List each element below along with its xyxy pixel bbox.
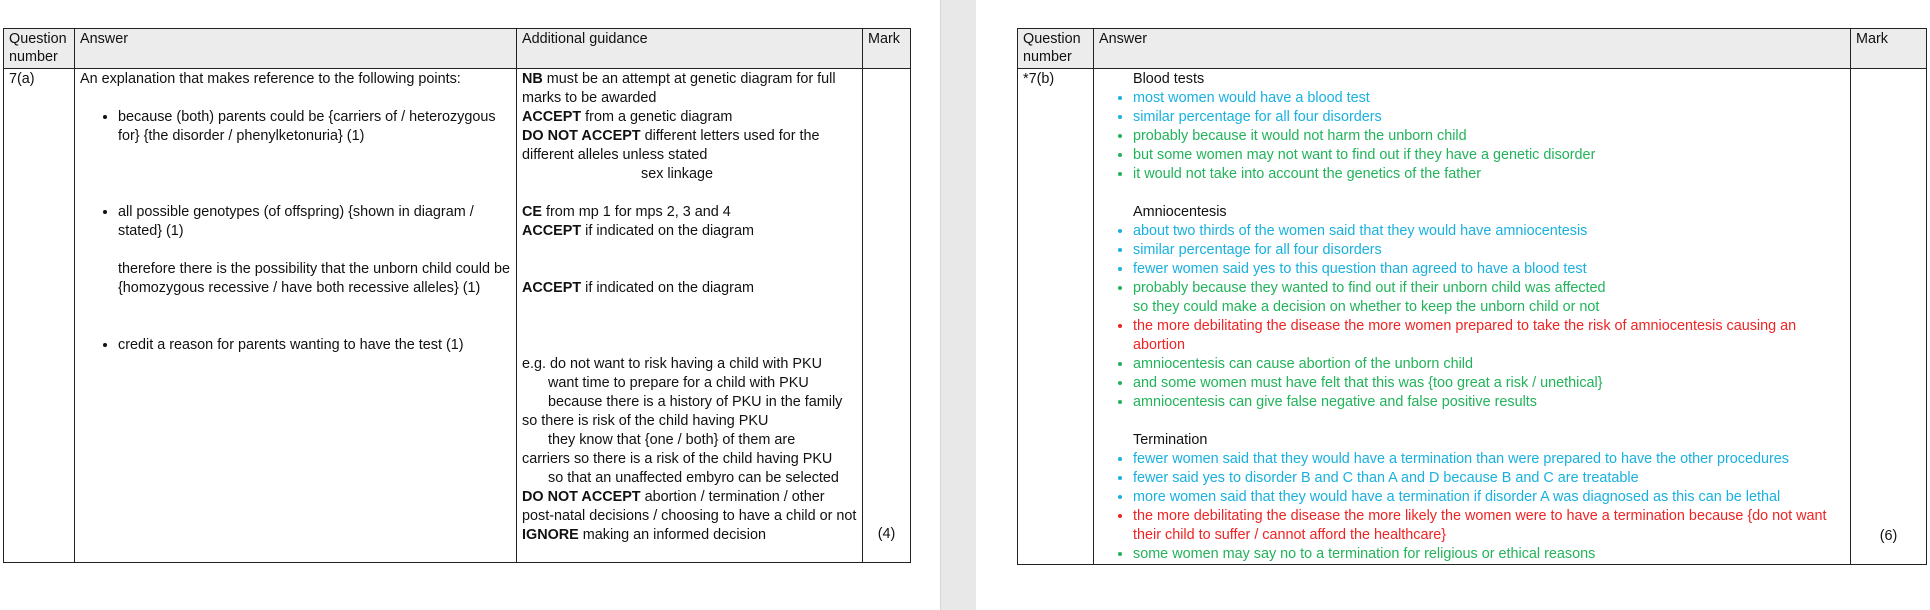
guidance-example: because there is a history of PKU in the family [548, 394, 843, 410]
list-item: • so they could make a decision on whether to keep the unborn child or not [1133, 298, 1845, 317]
do-not-accept-keyword: DO NOT ACCEPT [522, 128, 641, 144]
mark-scheme-table-7a [3, 28, 911, 563]
guidance-ignore [522, 526, 857, 545]
guidance-accept-1 [522, 108, 857, 127]
mark-value: (6) [1879, 528, 1898, 544]
list-item: • similar percentage for all four disorders [1133, 241, 1845, 260]
accept-text: if indicated on the diagram [581, 280, 754, 296]
list-item: • fewer women said yes to this question than agreed to have a blood test [1133, 260, 1845, 279]
answer-intro: An explanation that makes reference to the following points: [80, 71, 461, 87]
list-item: • more women said that they would have a termination if disorder A was diagnosed as this can be lethal [1133, 488, 1845, 507]
accept-keyword: ACCEPT [522, 223, 582, 239]
list-item: • and some women must have felt that this was {too great a risk / unethical} [1133, 374, 1845, 393]
accept-text: from a genetic diagram [581, 109, 733, 125]
do-not-accept-text: different letters used for the different alleles unless stated [522, 128, 820, 163]
header-answer: Answer [75, 29, 517, 69]
guidance-do-not-accept-2 [522, 488, 857, 526]
ce-text: from mp 1 for mps 2, 3 and 4 [542, 204, 731, 220]
accept-keyword: ACCEPT [522, 280, 582, 296]
nb-text: must be an attempt at genetic diagram for full marks to be awarded [522, 71, 836, 106]
do-not-accept-text: abortion / termination / other post-natal decisions / choosing to have a child or not [522, 489, 857, 524]
header-mark: Mark [1851, 29, 1927, 69]
answer-point: • all possible genotypes (of offspring) {shown in diagram / stated} (1) [118, 203, 511, 241]
guidance-example: they know that {one / both} of them are [548, 432, 796, 448]
list-item: • fewer said yes to disorder B and C than A and D because B and C are treatable [1133, 469, 1845, 488]
list-item: • similar percentage for all four disorders [1133, 108, 1845, 127]
page-gutter [940, 0, 978, 610]
list-item: • about two thirds of the women said that they would have amniocentesis [1133, 222, 1845, 241]
header-question-number: Question number [4, 29, 75, 69]
guidance-example: so that an unaffected embyro can be selected [548, 470, 839, 486]
header-additional-guidance: Additional guidance [517, 29, 863, 69]
list-item: • most women would have a blood test [1133, 89, 1845, 108]
termination-list [1099, 450, 1845, 564]
table-row [4, 69, 911, 563]
section-title-amniocentesis: Amniocentesis [1133, 204, 1227, 220]
question-number: 7(a) [4, 69, 75, 563]
list-item: • it would not take into account the genetics of the father [1133, 165, 1845, 184]
section-title-termination: Termination [1133, 432, 1208, 448]
guidance-ce [522, 203, 857, 222]
guidance-example: e.g. do not want to risk having a child with PKU [522, 356, 822, 372]
header-mark: Mark [863, 29, 911, 69]
guidance-accept-3 [522, 279, 857, 298]
answer-point: • because (both) parents could be {carriers of / heterozygous for} {the disorder / phenylketonuria} (1) [118, 108, 511, 146]
guidance-cell [517, 69, 863, 563]
table-header-row [1018, 29, 1927, 69]
list-item: • the more debilitating the disease the more likely the women were to have a termination because {do not want their child to suffer / cannot afford the healthcare} [1133, 507, 1845, 545]
ignore-text: making an informed decision [578, 527, 766, 543]
answer-cell [75, 69, 517, 563]
table-row [1018, 69, 1927, 565]
accept-text: if indicated on the diagram [581, 223, 754, 239]
answer-points [80, 108, 511, 146]
accept-keyword: ACCEPT [522, 109, 582, 125]
guidance-example: carriers so there is a risk of the child having PKU [522, 451, 833, 467]
header-question-number: Question number [1018, 29, 1094, 69]
nb-keyword: NB [522, 71, 543, 87]
list-item: • amniocentesis can cause abortion of the unborn child [1133, 355, 1845, 374]
header-answer: Answer [1094, 29, 1851, 69]
list-item: • probably because it would not harm the unborn child [1133, 127, 1845, 146]
ignore-keyword: IGNORE [522, 527, 579, 543]
do-not-accept-keyword: DO NOT ACCEPT [522, 489, 641, 505]
guidance-accept-2 [522, 222, 857, 241]
guidance-do-not-accept-1 [522, 127, 857, 165]
page-left [0, 0, 940, 610]
mark-value: (4) [877, 526, 896, 542]
list-item: • but some women may not want to find out if they have a genetic disorder [1133, 146, 1845, 165]
blood-tests-list [1099, 89, 1845, 184]
list-item: • amniocentesis can give false negative and false positive results [1133, 393, 1845, 412]
guidance-example: so there is risk of the child having PKU [522, 413, 769, 429]
answer-point: • credit a reason for parents wanting to have the test (1) [118, 336, 511, 355]
question-number: *7(b) [1018, 69, 1094, 565]
list-item: • some women may say no to a termination for religious or ethical reasons [1133, 545, 1845, 564]
table-header-row [4, 29, 911, 69]
mark-scheme-table-7b [1017, 28, 1927, 565]
list-item: • fewer women said that they would have a termination than were prepared to have the other procedures [1133, 450, 1845, 469]
answer-point: • therefore there is the possibility that the unborn child could be {homozygous recessive / have both recessive alleles} (1) [118, 260, 511, 317]
list-item: • probably because they wanted to find out if their unborn child was affected [1133, 279, 1845, 298]
guidance-sex-linkage: sex linkage [641, 166, 713, 182]
section-title-blood-tests: Blood tests [1133, 71, 1205, 87]
list-item: • the more debilitating the disease the more women prepared to take the risk of amniocentesis causing an abortion [1133, 317, 1845, 355]
answer-cell [1094, 69, 1851, 565]
ce-keyword: CE [522, 204, 542, 220]
mark-cell [863, 69, 911, 563]
amniocentesis-list [1099, 222, 1845, 412]
guidance-nb [522, 70, 857, 108]
guidance-example: want time to prepare for a child with PKU [548, 375, 809, 391]
mark-cell [1851, 69, 1927, 565]
